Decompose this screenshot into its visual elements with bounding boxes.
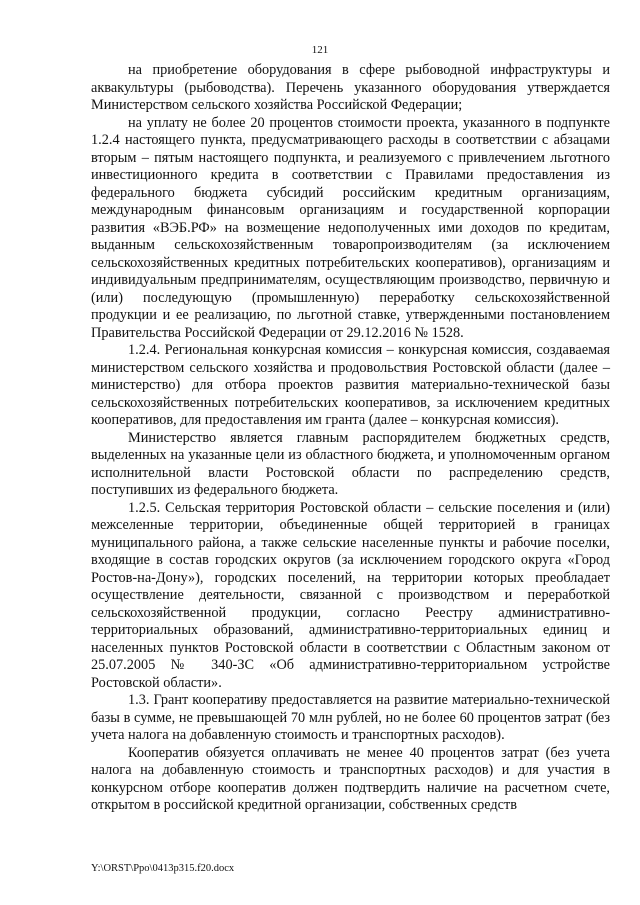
paragraph: 1.3. Грант кооперативу предоставляется на развитие материально-технической базы в сумме, не превышающей 70 млн рублей, но не более 60 процентов затрат (без учета налога на добавленную стоимость и транспортных расходов).: [91, 692, 610, 743]
paragraph: на уплату не более 20 процентов стоимости проекта, указанного в подпункте 1.2.4 настоящего пункта, предусматривающего расходы в соответствии с абзацами вторым – пятым настоящего подпункта, и реализуемого с привлечением льготного инвестиционного кредита в соответствии с Правилами предоставления из федерального бюджета субсидий российским кредитным организациям, международным финансовым организациям и государственной корпорации развития «ВЭБ.РФ» на возмещение недополученных ими доходов по кредитам, выданным сельскохозяйственным товаропроизводителям (за исключением сельскохозяйственных кредитных потребительских кооперативов), организациям и индивидуальным предпринимателям, осуществляющим производство, первичную и (или) последующую (промышленную) переработку сельскохозяйственной продукции и ее реализацию, по льготной ставке, утвержденными постановлением Правительства Российской Федерации от 29.12.2016 № 1528.: [91, 114, 610, 341]
file-path-footer: Y:\ORST\Ppo\0413p315.f20.docx: [91, 863, 235, 874]
document-body: [91, 62, 610, 815]
page-number: 121: [311, 44, 329, 56]
paragraph: 1.2.5. Сельская территория Ростовской области – сельские поселения и (или) межселенные территории, объединенные общей территорией в границах муниципального района, а также сельские населенные пункты и рабочие поселки, входящие в состав городских округов (за исключением городского округа «Город Ростов-на-Дону»), городских поселений, на территории которых преобладает осуществление деятельности, связанной с производством и переработкой сельскохозяйственной продукции, согласно Реестру административно-территориальных образований, административно-территориальных единиц и населенных пунктов Ростовской области в соответствии с Областным законом от 25.07.2005 № 340-ЗС «Об административно-территориальном устройстве Ростовской области».: [91, 499, 610, 691]
paragraph: Кооператив обязуется оплачивать не менее 40 процентов затрат (без учета налога на добавленную стоимость и транспортных расходов) и для участия в конкурсном отборе кооператив должен подтвердить наличие на расчетном счете, открытом в российской кредитной организации, собственных средств: [91, 744, 610, 813]
paragraph: 1.2.4. Региональная конкурсная комиссия – конкурсная комиссия, создаваемая министерством сельского хозяйства и продовольствия Ростовской области (далее – министерство) для отбора проектов развития материально-технической базы сельскохозяйственных потребительских кооперативов, за исключением кредитных кооперативов, для предоставления им гранта (далее – конкурсная комиссия).: [91, 342, 610, 428]
paragraph: на приобретение оборудования в сфере рыбоводной инфраструктуры и аквакультуры (рыбоводства). Перечень указанного оборудования утверждается Министерством сельского хозяйства Российской Федерации;: [91, 62, 610, 113]
paragraph: Министерство является главным распорядителем бюджетных средств, выделенных на указанные цели из областного бюджета, и уполномоченным органом исполнительной власти Ростовской области по распределению средств, поступивших из федерального бюджета.: [91, 429, 610, 498]
